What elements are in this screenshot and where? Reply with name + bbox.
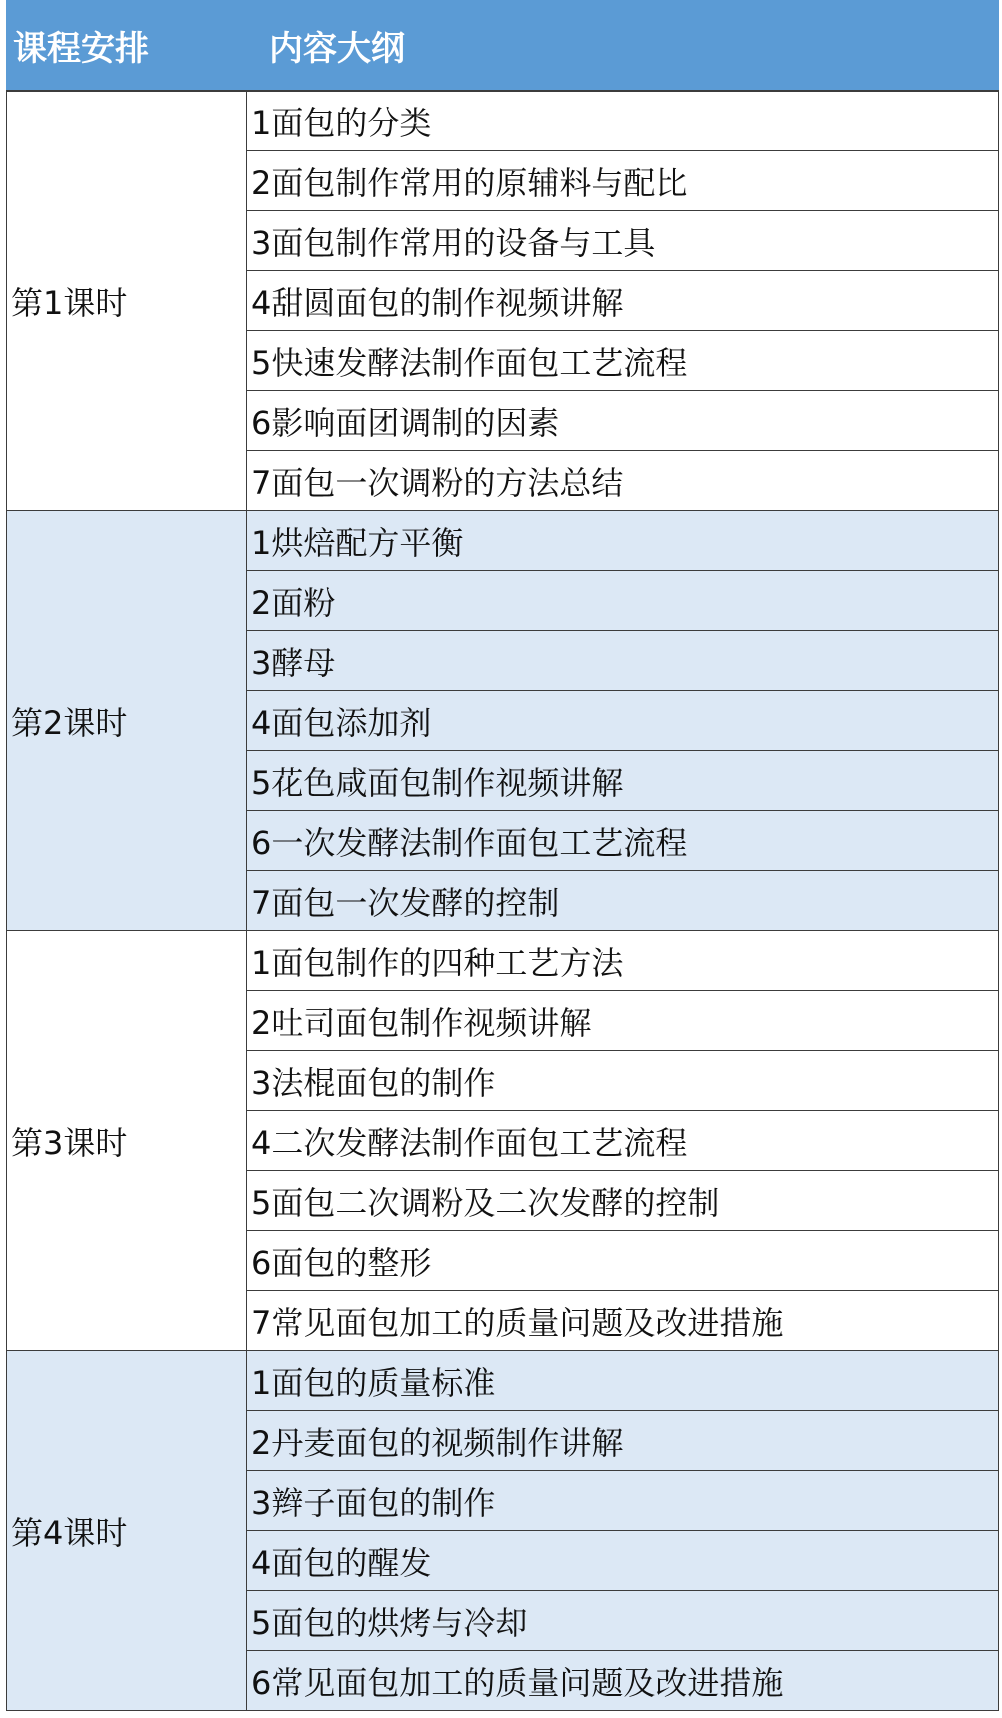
outline-item: 7面包一次调粉的方法总结 <box>247 451 999 511</box>
outline-item: 2面粉 <box>247 571 999 631</box>
header-row <box>7 1 999 91</box>
outline-item: 5快速发酵法制作面包工艺流程 <box>247 331 999 391</box>
outline-item: 5面包二次调粉及二次发酵的控制 <box>247 1171 999 1231</box>
outline-item: 5面包的烘烤与冷却 <box>247 1591 999 1651</box>
table-row <box>7 931 999 991</box>
outline-item: 2吐司面包制作视频讲解 <box>247 991 999 1051</box>
outline-item: 4面包的醒发 <box>247 1531 999 1591</box>
table-row <box>7 91 999 151</box>
outline-item: 4面包添加剂 <box>247 691 999 751</box>
table-header <box>7 1 999 91</box>
outline-item: 6常见面包加工的质量问题及改进措施 <box>247 1651 999 1711</box>
outline-item: 2丹麦面包的视频制作讲解 <box>247 1411 999 1471</box>
outline-item: 6一次发酵法制作面包工艺流程 <box>247 811 999 871</box>
outline-item: 3法棍面包的制作 <box>247 1051 999 1111</box>
header-course-schedule: 课程安排 <box>7 1 247 91</box>
outline-item: 1烘焙配方平衡 <box>247 511 999 571</box>
outline-item: 3面包制作常用的设备与工具 <box>247 211 999 271</box>
outline-item: 4甜圆面包的制作视频讲解 <box>247 271 999 331</box>
outline-item: 1面包的分类 <box>247 91 999 151</box>
outline-item: 1面包制作的四种工艺方法 <box>247 931 999 991</box>
session-group-1 <box>7 91 999 511</box>
outline-item: 7面包一次发酵的控制 <box>247 871 999 931</box>
session-label: 第2课时 <box>7 511 247 931</box>
outline-item: 3辫子面包的制作 <box>247 1471 999 1531</box>
outline-item: 6影响面团调制的因素 <box>247 391 999 451</box>
session-label: 第4课时 <box>7 1351 247 1711</box>
header-content-outline: 内容大纲 <box>247 1 999 91</box>
outline-item: 1面包的质量标准 <box>247 1351 999 1411</box>
session-group-4 <box>7 1351 999 1711</box>
session-group-2 <box>7 511 999 931</box>
outline-item: 7常见面包加工的质量问题及改进措施 <box>247 1291 999 1351</box>
table-row <box>7 511 999 571</box>
outline-item: 5花色咸面包制作视频讲解 <box>247 751 999 811</box>
outline-item: 6面包的整形 <box>247 1231 999 1291</box>
outline-item: 3酵母 <box>247 631 999 691</box>
outline-item: 4二次发酵法制作面包工艺流程 <box>247 1111 999 1171</box>
course-schedule-table <box>6 0 999 1711</box>
table-row <box>7 1351 999 1411</box>
session-label: 第1课时 <box>7 91 247 511</box>
session-group-3 <box>7 931 999 1351</box>
session-label: 第3课时 <box>7 931 247 1351</box>
outline-item: 2面包制作常用的原辅料与配比 <box>247 151 999 211</box>
